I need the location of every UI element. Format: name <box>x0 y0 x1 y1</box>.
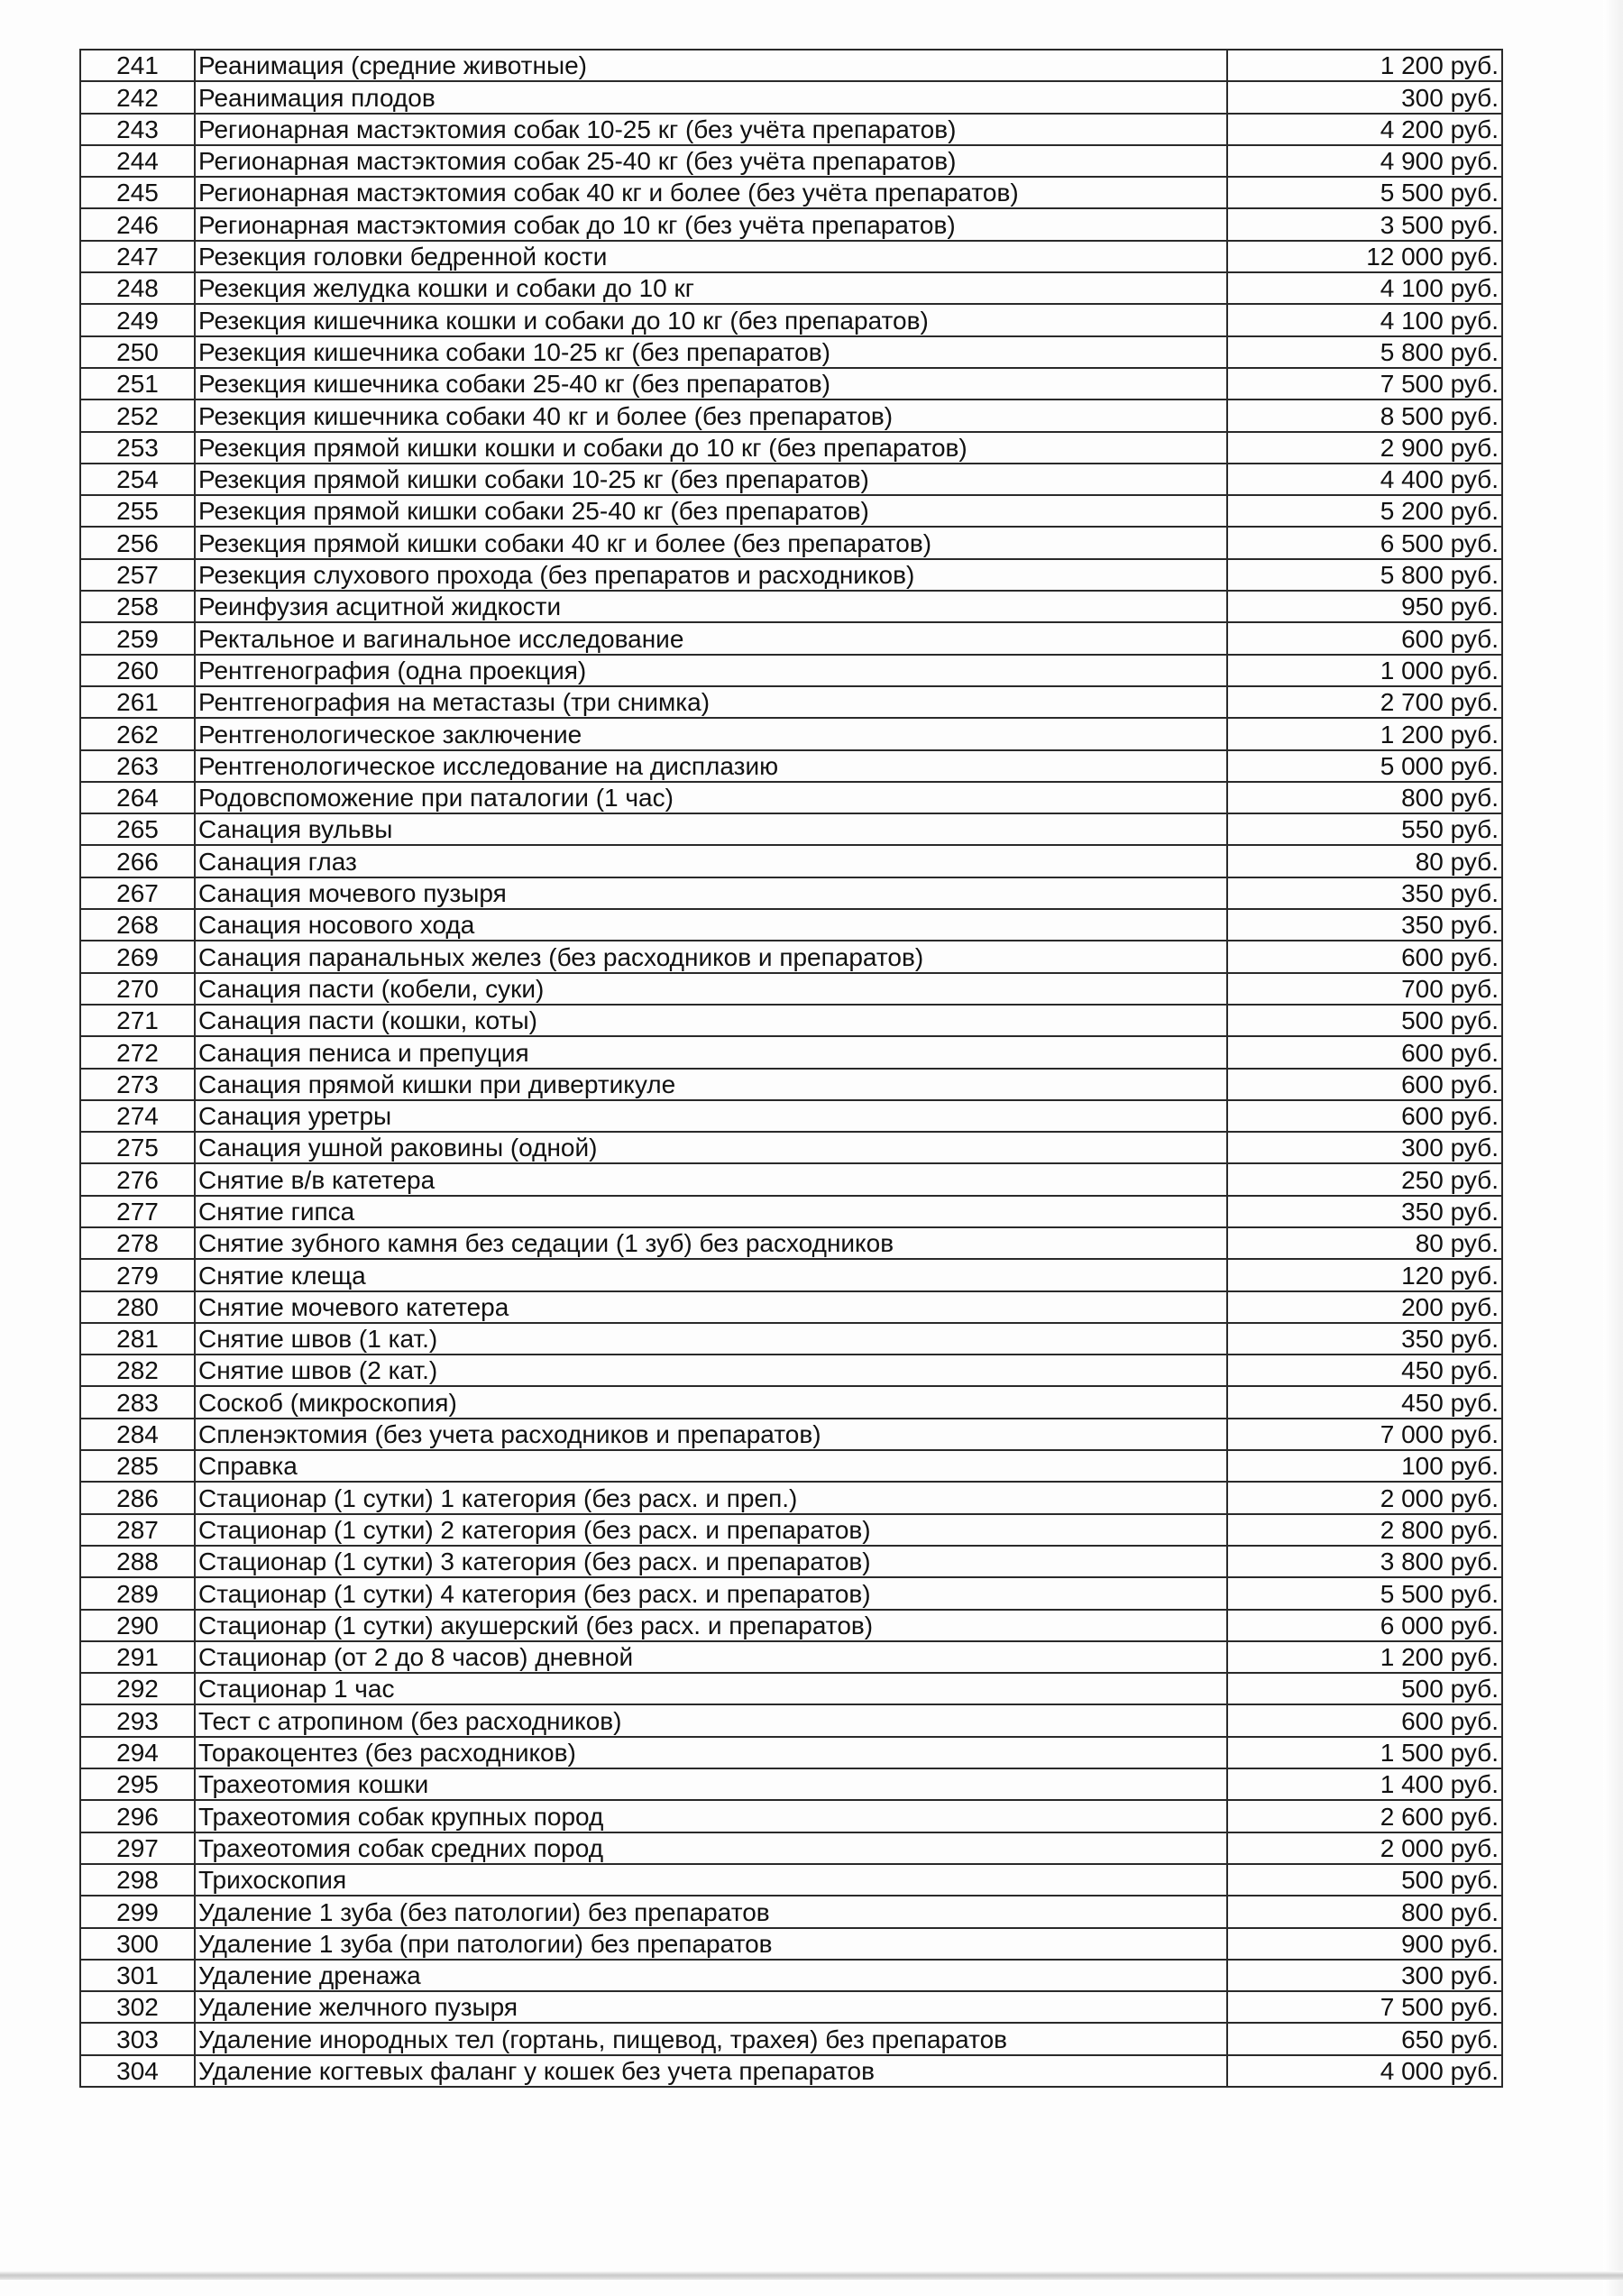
service-name: Снятие гипса <box>195 1196 1227 1227</box>
table-row <box>80 432 1502 464</box>
table-row <box>80 750 1502 782</box>
service-price: 12 000 руб. <box>1227 241 1502 272</box>
row-number: 287 <box>80 1514 195 1546</box>
service-name: Стационар (1 сутки) 4 категория (без расх. и препаратов) <box>195 1577 1227 1609</box>
service-price: 600 руб. <box>1227 1704 1502 1736</box>
service-name: Снятие швов (2 кат.) <box>195 1355 1227 1386</box>
table-row <box>80 622 1502 654</box>
table-row <box>80 400 1502 431</box>
row-number: 294 <box>80 1737 195 1768</box>
table-row <box>80 877 1502 909</box>
service-name: Резекция головки бедренной кости <box>195 241 1227 272</box>
table-row <box>80 559 1502 591</box>
service-name: Снятие зубного камня без седации (1 зуб) без расходников <box>195 1227 1227 1259</box>
table-row <box>80 1450 1502 1482</box>
row-number: 257 <box>80 559 195 591</box>
service-price: 3 800 руб. <box>1227 1546 1502 1577</box>
row-number: 266 <box>80 845 195 877</box>
service-price: 550 руб. <box>1227 813 1502 845</box>
table-row <box>80 941 1502 972</box>
service-name: Стационар 1 час <box>195 1673 1227 1704</box>
service-name: Снятие клеща <box>195 1259 1227 1290</box>
service-name: Резекция кишечника собаки 40 кг и более (без препаратов) <box>195 400 1227 431</box>
table-row <box>80 208 1502 240</box>
row-number: 252 <box>80 400 195 431</box>
service-name: Трахеотомия собак средних пород <box>195 1832 1227 1864</box>
service-price: 300 руб. <box>1227 1960 1502 1991</box>
row-number: 250 <box>80 336 195 368</box>
table-row <box>80 591 1502 622</box>
service-name: Резекция прямой кишки собаки 25-40 кг (без препаратов) <box>195 495 1227 527</box>
row-number: 244 <box>80 145 195 177</box>
row-number: 246 <box>80 208 195 240</box>
service-name: Регионарная мастэктомия собак до 10 кг (без учёта препаратов) <box>195 208 1227 240</box>
row-number: 290 <box>80 1610 195 1641</box>
service-name: Регионарная мастэктомия собак 25-40 кг (без учёта препаратов) <box>195 145 1227 177</box>
scan-right-edge <box>1603 0 1623 2296</box>
table-row <box>80 1419 1502 1450</box>
scan-bottom-line <box>0 2271 1623 2280</box>
table-row <box>80 495 1502 527</box>
service-price: 1 200 руб. <box>1227 50 1502 81</box>
service-name: Санация пениса и препуция <box>195 1036 1227 1068</box>
service-price: 7 000 руб. <box>1227 1419 1502 1450</box>
row-number: 268 <box>80 909 195 941</box>
service-name: Санация вульвы <box>195 813 1227 845</box>
service-name: Удаление желчного пузыря <box>195 1991 1227 2023</box>
service-price: 300 руб. <box>1227 81 1502 113</box>
service-price: 4 200 руб. <box>1227 114 1502 145</box>
row-number: 274 <box>80 1100 195 1132</box>
service-name: Резекция прямой кишки кошки и собаки до 10 кг (без препаратов) <box>195 432 1227 464</box>
service-price: 600 руб. <box>1227 1069 1502 1100</box>
table-row <box>80 1386 1502 1418</box>
row-number: 241 <box>80 50 195 81</box>
service-name: Санация прямой кишки при дивертикуле <box>195 1069 1227 1100</box>
service-price: 800 руб. <box>1227 782 1502 813</box>
row-number: 270 <box>80 973 195 1005</box>
service-name: Санация носового хода <box>195 909 1227 941</box>
table-row <box>80 1577 1502 1609</box>
row-number: 303 <box>80 2023 195 2054</box>
table-row <box>80 272 1502 304</box>
service-price: 2 800 руб. <box>1227 1514 1502 1546</box>
service-name: Снятие швов (1 кат.) <box>195 1323 1227 1355</box>
row-number: 298 <box>80 1864 195 1896</box>
service-name: Рентгенологическое исследование на дисплазию <box>195 750 1227 782</box>
row-number: 296 <box>80 1800 195 1832</box>
row-number: 251 <box>80 368 195 400</box>
row-number: 243 <box>80 114 195 145</box>
row-number: 255 <box>80 495 195 527</box>
service-name: Спленэктомия (без учета расходников и препаратов) <box>195 1419 1227 1450</box>
row-number: 262 <box>80 718 195 749</box>
service-name: Снятие в/в катетера <box>195 1163 1227 1195</box>
table-row <box>80 464 1502 495</box>
row-number: 267 <box>80 877 195 909</box>
table-row <box>80 1610 1502 1641</box>
row-number: 261 <box>80 686 195 718</box>
row-number: 273 <box>80 1069 195 1100</box>
table-row <box>80 1928 1502 1960</box>
table-row <box>80 1036 1502 1068</box>
row-number: 277 <box>80 1196 195 1227</box>
table-row <box>80 1259 1502 1290</box>
table-row <box>80 1069 1502 1100</box>
service-price: 350 руб. <box>1227 877 1502 909</box>
table-row <box>80 1163 1502 1195</box>
service-name: Регионарная мастэктомия собак 40 кг и более (без учёта препаратов) <box>195 177 1227 208</box>
service-name: Санация пасти (кобели, суки) <box>195 973 1227 1005</box>
service-price: 450 руб. <box>1227 1386 1502 1418</box>
table-row <box>80 1227 1502 1259</box>
service-price: 1 200 руб. <box>1227 718 1502 749</box>
table-row <box>80 1641 1502 1673</box>
service-price: 6 000 руб. <box>1227 1610 1502 1641</box>
service-price: 250 руб. <box>1227 1163 1502 1195</box>
table-row <box>80 1768 1502 1800</box>
service-name: Санация ушной раковины (одной) <box>195 1132 1227 1163</box>
service-name: Резекция желудка кошки и собаки до 10 кг <box>195 272 1227 304</box>
service-price: 7 500 руб. <box>1227 1991 1502 2023</box>
table-row <box>80 845 1502 877</box>
service-name: Санация мочевого пузыря <box>195 877 1227 909</box>
row-number: 284 <box>80 1419 195 1450</box>
table-row <box>80 145 1502 177</box>
service-price: 2 900 руб. <box>1227 432 1502 464</box>
service-price: 1 000 руб. <box>1227 655 1502 686</box>
row-number: 302 <box>80 1991 195 2023</box>
table-row <box>80 1100 1502 1132</box>
table-row <box>80 2055 1502 2087</box>
table-row <box>80 1960 1502 1991</box>
service-name: Удаление 1 зуба (при патологии) без препаратов <box>195 1928 1227 1960</box>
service-price: 650 руб. <box>1227 2023 1502 2054</box>
service-name: Соскоб (микроскопия) <box>195 1386 1227 1418</box>
service-price: 1 400 руб. <box>1227 1768 1502 1800</box>
service-price: 5 800 руб. <box>1227 559 1502 591</box>
row-number: 276 <box>80 1163 195 1195</box>
service-price: 600 руб. <box>1227 1100 1502 1132</box>
service-price: 7 500 руб. <box>1227 368 1502 400</box>
row-number: 245 <box>80 177 195 208</box>
service-name: Стационар (1 сутки) 1 категория (без расх. и преп.) <box>195 1482 1227 1513</box>
service-name: Рентгенография на метастазы (три снимка) <box>195 686 1227 718</box>
service-price: 800 руб. <box>1227 1896 1502 1927</box>
service-price: 4 900 руб. <box>1227 145 1502 177</box>
service-name: Рентгенологическое заключение <box>195 718 1227 749</box>
service-name: Стационар (1 сутки) 3 категория (без расх. и препаратов) <box>195 1546 1227 1577</box>
service-name: Удаление когтевых фаланг у кошек без учета препаратов <box>195 2055 1227 2087</box>
row-number: 249 <box>80 304 195 335</box>
row-number: 278 <box>80 1227 195 1259</box>
service-price: 5 200 руб. <box>1227 495 1502 527</box>
service-price: 80 руб. <box>1227 845 1502 877</box>
service-name: Трихоскопия <box>195 1864 1227 1896</box>
service-name: Регионарная мастэктомия собак 10-25 кг (без учёта препаратов) <box>195 114 1227 145</box>
service-name: Реанимация (средние животные) <box>195 50 1227 81</box>
table-row <box>80 1991 1502 2023</box>
service-price: 5 800 руб. <box>1227 336 1502 368</box>
table-row <box>80 1196 1502 1227</box>
table-row <box>80 1800 1502 1832</box>
service-price: 4 100 руб. <box>1227 304 1502 335</box>
table-row <box>80 1355 1502 1386</box>
row-number: 264 <box>80 782 195 813</box>
service-name: Снятие мочевого катетера <box>195 1291 1227 1323</box>
table-row <box>80 336 1502 368</box>
service-price: 600 руб. <box>1227 622 1502 654</box>
service-name: Трахеотомия кошки <box>195 1768 1227 1800</box>
service-name: Санация глаз <box>195 845 1227 877</box>
table-row <box>80 527 1502 558</box>
service-price: 5 500 руб. <box>1227 177 1502 208</box>
service-name: Удаление дренажа <box>195 1960 1227 1991</box>
service-name: Резекция кишечника собаки 10-25 кг (без препаратов) <box>195 336 1227 368</box>
table-row <box>80 1291 1502 1323</box>
service-price: 450 руб. <box>1227 1355 1502 1386</box>
service-price: 1 500 руб. <box>1227 1737 1502 1768</box>
service-name: Торакоцентез (без расходников) <box>195 1737 1227 1768</box>
row-number: 286 <box>80 1482 195 1513</box>
table-row <box>80 81 1502 113</box>
table-row <box>80 1005 1502 1036</box>
table-row <box>80 782 1502 813</box>
service-price: 600 руб. <box>1227 1036 1502 1068</box>
service-name: Санация паранальных желез (без расходников и препаратов) <box>195 941 1227 972</box>
service-name: Стационар (1 сутки) 2 категория (без расх. и препаратов) <box>195 1514 1227 1546</box>
service-price: 120 руб. <box>1227 1259 1502 1290</box>
row-number: 242 <box>80 81 195 113</box>
row-number: 260 <box>80 655 195 686</box>
service-price: 900 руб. <box>1227 1928 1502 1960</box>
table-row <box>80 813 1502 845</box>
service-name: Резекция слухового прохода (без препаратов и расходников) <box>195 559 1227 591</box>
row-number: 258 <box>80 591 195 622</box>
row-number: 283 <box>80 1386 195 1418</box>
service-price: 4 400 руб. <box>1227 464 1502 495</box>
service-name: Удаление инородных тел (гортань, пищевод, трахея) без препаратов <box>195 2023 1227 2054</box>
row-number: 297 <box>80 1832 195 1864</box>
service-price: 200 руб. <box>1227 1291 1502 1323</box>
table-row <box>80 1546 1502 1577</box>
service-price: 2 700 руб. <box>1227 686 1502 718</box>
row-number: 279 <box>80 1259 195 1290</box>
table-row <box>80 2023 1502 2054</box>
row-number: 282 <box>80 1355 195 1386</box>
service-price: 500 руб. <box>1227 1673 1502 1704</box>
row-number: 248 <box>80 272 195 304</box>
service-price: 100 руб. <box>1227 1450 1502 1482</box>
service-price: 350 руб. <box>1227 909 1502 941</box>
row-number: 256 <box>80 527 195 558</box>
service-name: Санация пасти (кошки, коты) <box>195 1005 1227 1036</box>
row-number: 301 <box>80 1960 195 1991</box>
service-price: 2 000 руб. <box>1227 1832 1502 1864</box>
service-name: Родовспоможение при паталогии (1 час) <box>195 782 1227 813</box>
table-row <box>80 1482 1502 1513</box>
service-price: 350 руб. <box>1227 1323 1502 1355</box>
table-row <box>80 1673 1502 1704</box>
row-number: 304 <box>80 2055 195 2087</box>
table-row <box>80 1514 1502 1546</box>
service-price: 2 600 руб. <box>1227 1800 1502 1832</box>
table-row <box>80 686 1502 718</box>
row-number: 281 <box>80 1323 195 1355</box>
service-name: Удаление 1 зуба (без патологии) без препаратов <box>195 1896 1227 1927</box>
service-price: 500 руб. <box>1227 1005 1502 1036</box>
price-table <box>79 49 1503 2088</box>
row-number: 271 <box>80 1005 195 1036</box>
service-price: 5 500 руб. <box>1227 1577 1502 1609</box>
service-price: 4 100 руб. <box>1227 272 1502 304</box>
service-name: Справка <box>195 1450 1227 1482</box>
row-number: 291 <box>80 1641 195 1673</box>
service-name: Резекция прямой кишки собаки 40 кг и более (без препаратов) <box>195 527 1227 558</box>
service-name: Трахеотомия собак крупных пород <box>195 1800 1227 1832</box>
service-name: Резекция кишечника кошки и собаки до 10 кг (без препаратов) <box>195 304 1227 335</box>
row-number: 269 <box>80 941 195 972</box>
table-row <box>80 368 1502 400</box>
table-row <box>80 973 1502 1005</box>
row-number: 292 <box>80 1673 195 1704</box>
price-table-body <box>80 50 1502 2087</box>
service-price: 500 руб. <box>1227 1864 1502 1896</box>
row-number: 265 <box>80 813 195 845</box>
service-price: 4 000 руб. <box>1227 2055 1502 2087</box>
row-number: 299 <box>80 1896 195 1927</box>
table-row <box>80 241 1502 272</box>
service-name: Реанимация плодов <box>195 81 1227 113</box>
service-name: Рентгенография (одна проекция) <box>195 655 1227 686</box>
table-row <box>80 655 1502 686</box>
service-price: 950 руб. <box>1227 591 1502 622</box>
row-number: 247 <box>80 241 195 272</box>
table-row <box>80 50 1502 81</box>
table-row <box>80 1832 1502 1864</box>
service-price: 2 000 руб. <box>1227 1482 1502 1513</box>
row-number: 253 <box>80 432 195 464</box>
row-number: 263 <box>80 750 195 782</box>
service-price: 700 руб. <box>1227 973 1502 1005</box>
service-name: Санация уретры <box>195 1100 1227 1132</box>
row-number: 272 <box>80 1036 195 1068</box>
table-row <box>80 1896 1502 1927</box>
table-row <box>80 177 1502 208</box>
table-row <box>80 1323 1502 1355</box>
row-number: 300 <box>80 1928 195 1960</box>
table-row <box>80 114 1502 145</box>
table-row <box>80 304 1502 335</box>
service-price: 80 руб. <box>1227 1227 1502 1259</box>
table-row <box>80 1737 1502 1768</box>
table-row <box>80 1132 1502 1163</box>
service-price: 6 500 руб. <box>1227 527 1502 558</box>
row-number: 295 <box>80 1768 195 1800</box>
service-price: 3 500 руб. <box>1227 208 1502 240</box>
service-name: Реинфузия асцитной жидкости <box>195 591 1227 622</box>
row-number: 280 <box>80 1291 195 1323</box>
service-name: Стационар (от 2 до 8 часов) дневной <box>195 1641 1227 1673</box>
row-number: 254 <box>80 464 195 495</box>
service-name: Ректальное и вагинальное исследование <box>195 622 1227 654</box>
table-row <box>80 1864 1502 1896</box>
table-row <box>80 909 1502 941</box>
row-number: 259 <box>80 622 195 654</box>
service-name: Резекция прямой кишки собаки 10-25 кг (без препаратов) <box>195 464 1227 495</box>
row-number: 285 <box>80 1450 195 1482</box>
service-name: Стационар (1 сутки) акушерский (без расх. и препаратов) <box>195 1610 1227 1641</box>
table-row <box>80 1704 1502 1736</box>
table-row <box>80 718 1502 749</box>
service-price: 600 руб. <box>1227 941 1502 972</box>
row-number: 293 <box>80 1704 195 1736</box>
row-number: 275 <box>80 1132 195 1163</box>
service-price: 1 200 руб. <box>1227 1641 1502 1673</box>
service-price: 350 руб. <box>1227 1196 1502 1227</box>
service-name: Резекция кишечника собаки 25-40 кг (без препаратов) <box>195 368 1227 400</box>
row-number: 289 <box>80 1577 195 1609</box>
service-name: Тест с атропином (без расходников) <box>195 1704 1227 1736</box>
service-price: 8 500 руб. <box>1227 400 1502 431</box>
service-price: 5 000 руб. <box>1227 750 1502 782</box>
service-price: 300 руб. <box>1227 1132 1502 1163</box>
row-number: 288 <box>80 1546 195 1577</box>
